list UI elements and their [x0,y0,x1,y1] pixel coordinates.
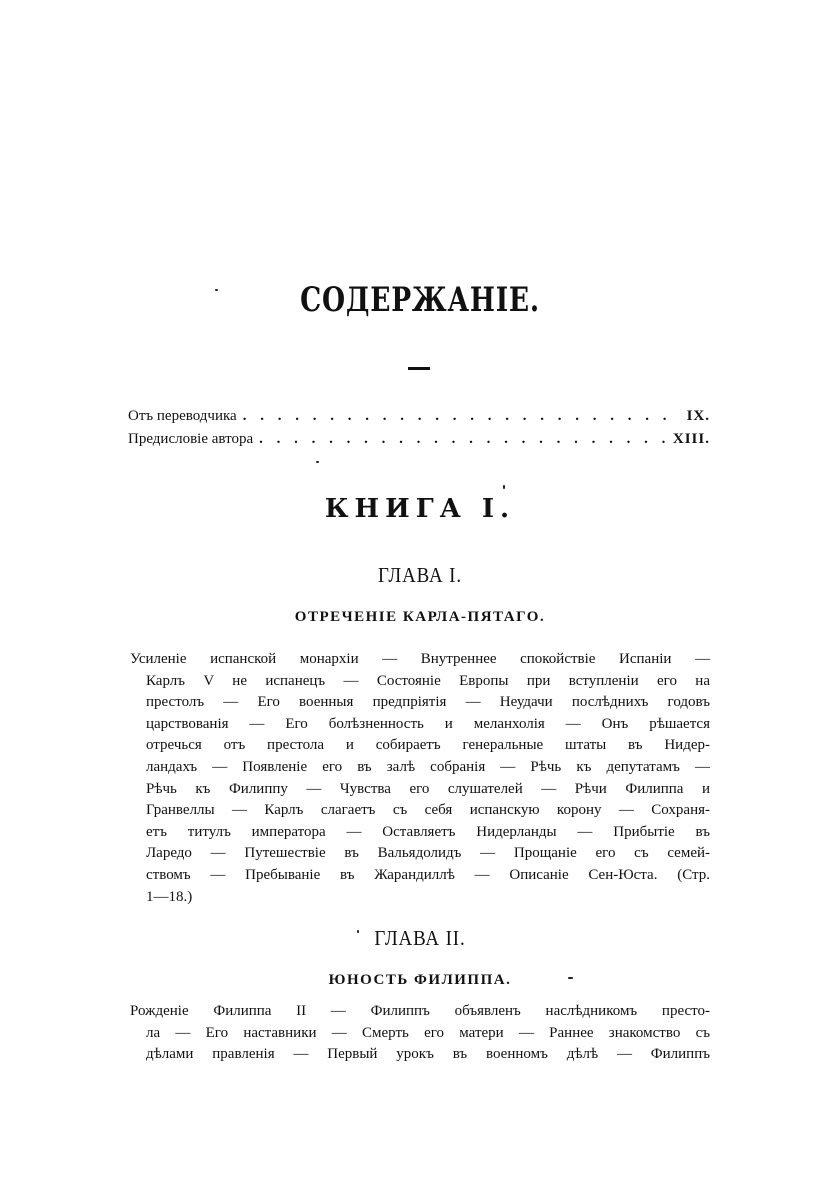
chapter-summary [130,1001,710,1066]
chapter-heading: ГЛАВА II. [374,926,466,950]
summary-line: отречься отъ престола и собираетъ генеральные штаты въ Нидер- [146,737,710,754]
scan-speck [357,930,359,933]
chapter-summary [130,649,710,908]
scan-speck [503,485,505,489]
title-divider [408,367,430,370]
scan-speck [316,461,319,463]
summary-line: дѣлами правленія — Первый урокъ въ военномъ дѣлѣ — Филиппъ [146,1046,710,1063]
toc-leader-dots [243,408,681,425]
summary-line: ла — Его наставники — Смерть его матери — Раннее знакомство съ [146,1024,710,1041]
summary-line: Рѣчь къ Филиппу — Чувства его слушателей — Рѣчи Филиппа и [146,780,710,797]
toc-entry-label: Отъ переводчика [128,408,237,424]
summary-line: престолъ — Его военныя предпріятія — Неудачи послѣднихъ годовъ [146,694,710,711]
summary-line: 1—18.) [146,888,193,905]
toc-leader-dots [259,431,667,448]
summary-line: царствованія — Его болѣзненность и меланхолія — Онъ рѣшается [146,715,710,732]
book-heading: КНИГА I. [324,494,516,524]
chapter-subtitle: ЮНОСТЬ ФИЛИППА. [328,972,512,988]
toc-entry-label: Предисловіе автора [128,431,254,447]
page-title: СОДЕРЖАНІЕ. [300,280,540,320]
summary-line: етъ титулъ императора — Оставляетъ Нидерланды — Прибытіе въ [146,823,710,840]
toc-entry-page: XIII. [672,431,710,447]
summary-line: Гранвеллы — Карлъ слагаетъ съ себя испанскую корону — Сохраня- [146,802,710,819]
summary-line: ствомъ — Пребываніе въ Жарандиллѣ — Описаніе Сен-Юста. (Стр. [146,866,710,883]
chapter-subtitle: ОТРЕЧЕНІЕ КАРЛА-ПЯТАГО. [294,609,546,625]
toc-entry-page: IX. [686,408,710,424]
summary-line: Усиленіе испанской монархіи — Внутреннее спокойствіе Испаніи — [130,651,710,667]
summary-line: Рожденіе Филиппа II — Филиппъ объявленъ наслѣдникомъ престо- [130,1003,710,1019]
toc-entry [128,408,710,425]
toc-entry [128,431,710,448]
chapter-heading: ГЛАВА I. [378,563,462,587]
summary-line: Карлъ V не испанецъ — Состояніе Европы при вступленіи его на [146,672,710,689]
summary-line: ландахъ — Появленіе его въ залѣ собранія — Рѣчь къ депутатамъ — [146,758,710,775]
scan-speck [568,977,573,979]
summary-line: Ларедо — Путешествіе въ Вальядолидъ — Прощаніе его съ семей- [146,845,710,862]
scan-speck [215,289,218,291]
